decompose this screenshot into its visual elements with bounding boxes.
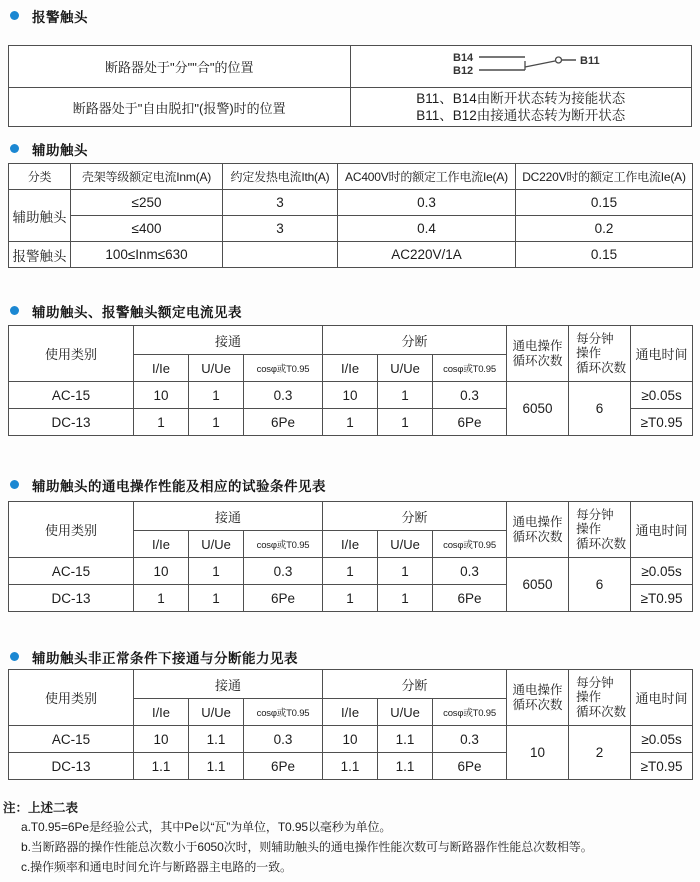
footnote-a: a.T0.95=6Pe是经验公式，其中Pe以“瓦”为单位，T0.95以毫秒为单位。 (21, 820, 392, 834)
header-line: 循环次数 (512, 353, 563, 368)
table-header-cell: U/Ue (378, 699, 433, 726)
table-row (9, 382, 693, 409)
table-row (9, 190, 693, 216)
diagram-label-b12: B12 (452, 65, 473, 77)
section-title: 辅助触头 (32, 142, 88, 158)
table-cell: 100≤Inm≤630 (71, 242, 223, 268)
table-header-cell: U/Ue (189, 355, 244, 382)
table-cell: 0.3 (433, 558, 507, 585)
table-cell: ≥T0.95 (631, 753, 693, 780)
table-cell: 1.1 (323, 753, 378, 780)
table-cell: 1 (189, 585, 244, 612)
table-header-cell: cosφ或T0.95 (244, 355, 323, 382)
table-cell: ≤400 (71, 216, 223, 242)
table-cell: 0.3 (433, 382, 507, 409)
state-change-line1: B11、B14由断开状态转为接能状态 (416, 91, 626, 106)
section-title: 辅助触头、报警触头额定电流见表 (32, 304, 242, 320)
table-header-cell: I/Ie (323, 699, 378, 726)
table-cell: 6Pe (244, 409, 323, 436)
table-cell: 10 (323, 726, 378, 753)
performance-table (8, 501, 693, 612)
section-title: 辅助触头的通电操作性能及相应的试验条件见表 (32, 478, 326, 494)
table-header-cell (507, 670, 569, 726)
diagram-label-b11: B11 (579, 55, 600, 67)
table-cell: ≥0.05s (631, 726, 693, 753)
section-heading-rated (10, 302, 242, 319)
contact-diagram-cell (350, 46, 692, 88)
header-line: 每分钟 (576, 675, 614, 690)
table-header-cell: I/Ie (323, 531, 378, 558)
table-cell: ≥T0.95 (631, 585, 693, 612)
diagram-label-b14: B14 (452, 52, 473, 64)
table-header-cell: AC400V时的额定工作电流Ie(A) (338, 164, 516, 190)
table-cell: 1 (378, 409, 433, 436)
header-line: 循环次数 (576, 360, 627, 375)
table-cell: 10 (134, 558, 189, 585)
footnote-c: c.操作频率和通电时间允许与断路器主电路的一致。 (21, 860, 292, 874)
table-cell: DC-13 (9, 753, 134, 780)
table-header-cell: cosφ或T0.95 (244, 699, 323, 726)
table-cell: 0.4 (338, 216, 516, 242)
header-line: 循环次数 (512, 529, 563, 544)
table-cell: 1 (378, 382, 433, 409)
table-row (9, 88, 692, 127)
table-header-cell: U/Ue (378, 531, 433, 558)
footnote-b: b.当断路器的操作性能总次数小于6050次时，则辅助触头的通电操作性能次数可与断路器作性能总次数相等。 (21, 840, 593, 854)
table-cell: 1 (323, 558, 378, 585)
table-cell: 1 (189, 382, 244, 409)
table-header-cell: 分断 (323, 502, 507, 531)
table-header-cell (507, 326, 569, 382)
table-cell: 10 (507, 726, 569, 780)
table-header-row (9, 502, 693, 531)
table-cell: ≥0.05s (631, 382, 693, 409)
table-header-cell: 使用类别 (9, 326, 134, 382)
table-header-cell: I/Ie (134, 531, 189, 558)
table-cell: DC-13 (9, 585, 134, 612)
table-header-cell: U/Ue (189, 531, 244, 558)
table-header-cell (507, 502, 569, 558)
table-cell: 1 (323, 409, 378, 436)
changeover-contact-diagram (353, 46, 691, 84)
table-cell: 1 (189, 409, 244, 436)
rated-current-table (8, 325, 693, 436)
table-cell: 1 (378, 585, 433, 612)
table-cell: 6 (569, 382, 631, 436)
table-header-cell: I/Ie (323, 355, 378, 382)
table-header-cell: DC220V时的额定工作电流Ie(A) (516, 164, 693, 190)
table-cell: 1.1 (189, 726, 244, 753)
alarm-contact-table (8, 45, 692, 127)
table-cell: ≥0.05s (631, 558, 693, 585)
section-title: 辅助触头非正常条件下接通与分断能力见表 (32, 650, 298, 666)
table-cell: 0.3 (244, 726, 323, 753)
table-header-cell: cosφ或T0.95 (433, 531, 507, 558)
section-heading-performance (10, 476, 326, 493)
header-line: 操作 (576, 346, 602, 361)
table-cell: 断路器处于"自由脱扣"(报警)时的位置 (9, 88, 351, 127)
table-cell: 1 (134, 585, 189, 612)
table-cell: 断路器处于"分""合"的位置 (9, 46, 351, 88)
table-header-cell: I/Ie (134, 699, 189, 726)
table-header-cell: 通电时间 (631, 502, 693, 558)
table-header-cell (569, 326, 631, 382)
table-cell: 1 (134, 409, 189, 436)
table-cell: 10 (134, 382, 189, 409)
table-header-cell: 通电时间 (631, 670, 693, 726)
header-line: 操作 (576, 690, 602, 705)
header-line: 每分钟 (576, 331, 614, 346)
header-line: 循环次数 (576, 704, 627, 719)
table-row (9, 242, 693, 268)
table-cell: 6Pe (433, 753, 507, 780)
table-cell: 6050 (507, 558, 569, 612)
header-line: 循环次数 (576, 536, 627, 551)
table-header-cell: 接通 (134, 670, 323, 699)
table-row (9, 726, 693, 753)
table-cell: 0.3 (338, 190, 516, 216)
table-header-cell: 接通 (134, 326, 323, 355)
table-cell: AC-15 (9, 558, 134, 585)
table-cell: 6Pe (244, 753, 323, 780)
table-row (9, 558, 693, 585)
table-cell: 3 (223, 216, 338, 242)
table-header-cell: I/Ie (134, 355, 189, 382)
row-group-label: 辅助触头 (9, 190, 71, 242)
table-cell: 0.3 (244, 558, 323, 585)
table-cell: ≤250 (71, 190, 223, 216)
section-title: 报警触头 (32, 9, 88, 25)
table-header-cell: 壳架等级额定电流Inm(A) (71, 164, 223, 190)
table-cell: 10 (323, 382, 378, 409)
table-cell: AC-15 (9, 382, 134, 409)
table-cell: 0.15 (516, 190, 693, 216)
header-line: 操作 (576, 522, 602, 537)
table-header-cell: 约定发热电流Ith(A) (223, 164, 338, 190)
aux-contact-table (8, 163, 693, 268)
table-cell: 1 (323, 585, 378, 612)
bullet-icon (10, 144, 19, 153)
table-cell: 1.1 (134, 753, 189, 780)
table-header-row (9, 164, 693, 190)
header-line: 循环次数 (512, 697, 563, 712)
table-header-cell: cosφ或T0.95 (433, 699, 507, 726)
header-line: 每分钟 (576, 507, 614, 522)
table-cell (223, 242, 338, 268)
state-change-line2: B11、B12由接通状态转为断开状态 (416, 108, 626, 123)
header-line: 通电操作 (512, 682, 563, 697)
table-cell: AC220V/1A (338, 242, 516, 268)
table-cell: 6Pe (244, 585, 323, 612)
table-header-cell: U/Ue (189, 699, 244, 726)
table-cell: 1.1 (189, 753, 244, 780)
bullet-icon (10, 652, 19, 661)
table-header-cell: cosφ或T0.95 (433, 355, 507, 382)
table-row (9, 46, 692, 88)
header-line: 通电操作 (512, 338, 563, 353)
footnotes (3, 799, 693, 877)
table-cell: 10 (134, 726, 189, 753)
header-line: 通电操作 (512, 514, 563, 529)
table-cell: 6 (569, 558, 631, 612)
table-cell: 1.1 (378, 726, 433, 753)
table-row (9, 216, 693, 242)
table-header-cell: 接通 (134, 502, 323, 531)
section-heading-aux (10, 140, 88, 157)
table-cell: AC-15 (9, 726, 134, 753)
table-header-row (9, 326, 693, 355)
table-cell: 0.3 (433, 726, 507, 753)
bullet-icon (10, 306, 19, 315)
table-header-cell: 使用类别 (9, 502, 134, 558)
row-group-label: 报警触头 (9, 242, 71, 268)
footnote-title: 注：上述二表 (3, 801, 79, 815)
table-cell: 6050 (507, 382, 569, 436)
table-header-cell: 分断 (323, 326, 507, 355)
table-header-cell: 使用类别 (9, 670, 134, 726)
table-header-row (9, 670, 693, 699)
table-cell: DC-13 (9, 409, 134, 436)
table-cell (350, 88, 692, 127)
table-cell: ≥T0.95 (631, 409, 693, 436)
bullet-icon (10, 480, 19, 489)
table-cell: 1 (378, 558, 433, 585)
table-cell: 1 (189, 558, 244, 585)
table-cell: 0.3 (244, 382, 323, 409)
table-cell: 0.15 (516, 242, 693, 268)
table-header-cell: 分断 (323, 670, 507, 699)
table-cell: 3 (223, 190, 338, 216)
section-heading-alarm (10, 7, 88, 24)
table-header-cell: 分类 (9, 164, 71, 190)
section-heading-abnormal (10, 648, 298, 665)
table-header-cell: U/Ue (378, 355, 433, 382)
abnormal-capacity-table (8, 669, 693, 780)
table-header-cell (569, 502, 631, 558)
table-cell: 6Pe (433, 585, 507, 612)
table-cell: 1.1 (378, 753, 433, 780)
table-cell: 6Pe (433, 409, 507, 436)
bullet-icon (10, 11, 19, 20)
table-header-cell: cosφ或T0.95 (244, 531, 323, 558)
table-header-cell: 通电时间 (631, 326, 693, 382)
table-header-cell (569, 670, 631, 726)
table-cell: 2 (569, 726, 631, 780)
table-cell: 0.2 (516, 216, 693, 242)
